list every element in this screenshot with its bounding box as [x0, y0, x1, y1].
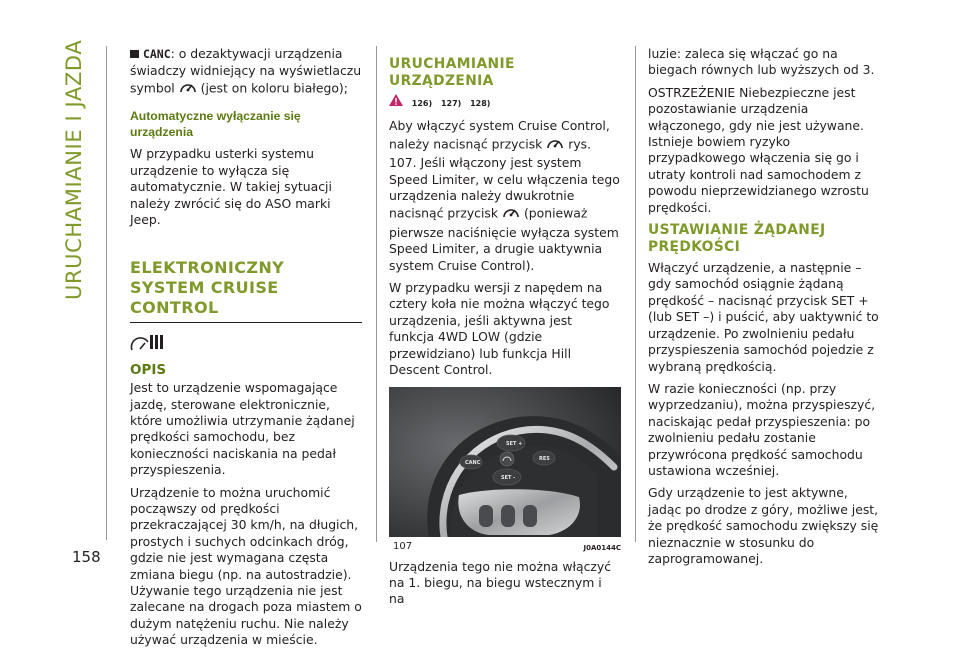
warning-paragraph: OSTRZEŻENIE Niebezpieczne jest pozostawianie urządzenia włączonego, gdy nie jest używane. Istnieje bowiem ryzyko przypadkowego włączenia się go i utraty kontroli nad samochodem z powodu nieprzewidzianego wzrostu prędkości.: [648, 84, 869, 215]
canc-button-label: CANC: [465, 459, 481, 466]
activation-heading: URUCHAMIANIE URZĄDZENIA: [389, 56, 515, 89]
cruise-control-icon: [546, 135, 564, 155]
bullet-square-icon: [130, 46, 139, 62]
warning-triangle-icon: [389, 94, 403, 112]
side-divider: [106, 46, 107, 540]
column-1: [130, 46, 362, 655]
gear-paragraph: luzie: zaleca się włączać go na biegach równych lub wyższych od 3.: [648, 46, 875, 78]
activation-text-b: rys. 107.: [389, 136, 592, 171]
figure-number: 107: [393, 540, 413, 552]
set-minus-label: SET -: [501, 474, 516, 481]
side-section-title: URUCHAMIANIE I JAZDA: [62, 39, 86, 300]
activation-text-a: Aby włączyć system Cruise Control, należy nacisnąć przycisk: [389, 118, 610, 152]
column-2: [389, 46, 621, 614]
note-ref: 128): [470, 98, 491, 108]
opis-paragraph-1: Jest to urządzenie wspomagające jazdę, sterowane elektronicznie, które umożliwia utrzymanie żądanej prędkości samochodu, bez konieczności naciskania na pedał przyspieszenia.: [130, 380, 355, 478]
cruise-control-icon: [502, 204, 520, 224]
activation-text-d: (ponieważ pierwsze naciśnięcie wyłącza system Speed Limiter, a drugie uaktywnia system Cruise Control).: [389, 206, 619, 273]
set-speed-paragraph-1: Włączyć urządzenie, a następnie – gdy samochód osiągnie żądaną prędkość – nacisnąć przycisk SET + (lub SET –) i puścić, aby uaktywnić to urządzenie. Po zwolnieniu pedału przyspieszenia samochód pojedzie z wybraną prędkością.: [648, 260, 879, 374]
canc-text-2: (jest on koloru białego);: [200, 80, 348, 96]
column-divider-2: [635, 46, 636, 542]
res-button-label: RES: [539, 455, 550, 462]
activation-paragraph-1: [389, 118, 621, 274]
canc-label: CANC: [142, 47, 171, 61]
set-speed-paragraph-2: W razie konieczności (np. przy wyprzedzaniu), można przyspieszyć, naciskając pedał przyspieszenia: po zwolnieniu pedału zostanie przywrócona prędkość samochodu ustawiona wcześniej.: [648, 380, 876, 478]
activation-paragraph-2: W przypadku wersji z napędem na cztery koła nie można włączyć tego urządzenia, jeśli aktywna jest funkcja 4WD LOW (gdzie przewidziano) lub funkcja Hill Descent Control.: [389, 280, 610, 378]
set-speed-paragraph-3: Gdy urządzenie to jest aktywne, jadąc po drodze z góry, możliwe jest, że prędkość samochodu zwiększy się nieznacznie w stosunku do zaprogramowanej.: [648, 485, 879, 566]
canc-paragraph: [130, 46, 362, 100]
section-heading: ELEKTRONICZNY SYSTEM CRUISE CONTROL: [130, 258, 362, 323]
set-plus-label: SET +: [506, 440, 523, 447]
note-ref: 126): [411, 98, 433, 108]
opis-heading: OPIS: [130, 361, 167, 378]
system-icon: [130, 333, 362, 357]
set-speed-heading: USTAWIANIE ŻĄDANEJ PRĘDKOŚCI: [648, 222, 826, 256]
steering-wheel-figure: [389, 387, 621, 537]
page-number: 158: [72, 548, 101, 566]
note-ref: 127): [440, 98, 462, 108]
figure-caption: [389, 539, 621, 553]
figure-code: J0A0144C: [583, 543, 621, 552]
auto-off-heading: Automatyczne wyłączanie się urządzenia: [130, 108, 301, 139]
column-3: [648, 46, 880, 573]
column-divider-1: [376, 46, 377, 542]
activation-paragraph-3: Urządzenia tego nie można włączyć na 1. biegu, na biegu wstecznym i na: [389, 558, 612, 607]
activation-text-c: Jeśli włączony jest system Speed Limiter, w celu włączenia tego urządzenia należy dwukrotnie nacisnąć przycisk: [389, 155, 620, 222]
auto-off-text: W przypadku usterki systemu urządzenie to wyłącza się automatycznie. W takiej sytuacji należy zwrócić się do ASO marki Jeep.: [130, 146, 332, 227]
cruise-control-icon: [179, 79, 197, 99]
warning-notes: [389, 94, 621, 112]
opis-paragraph-2: Urządzenie to można uruchomić począwszy od prędkości przekraczającej 30 km/h, na długich, prostych i suchych odcinkach dróg, gdzie nie jest wymagana częsta zmiana biegu (np. na autostradzie). Używanie tego urządzenia nie jest zalecane na drogach poza miastem o dużym natężeniu ruchu. Nie należy używać urządzenia w mieście.: [130, 484, 362, 648]
canc-text-1: : o dezaktywacji urządzenia świadczy widniejący na wyświetlaczu symbol: [130, 46, 362, 96]
